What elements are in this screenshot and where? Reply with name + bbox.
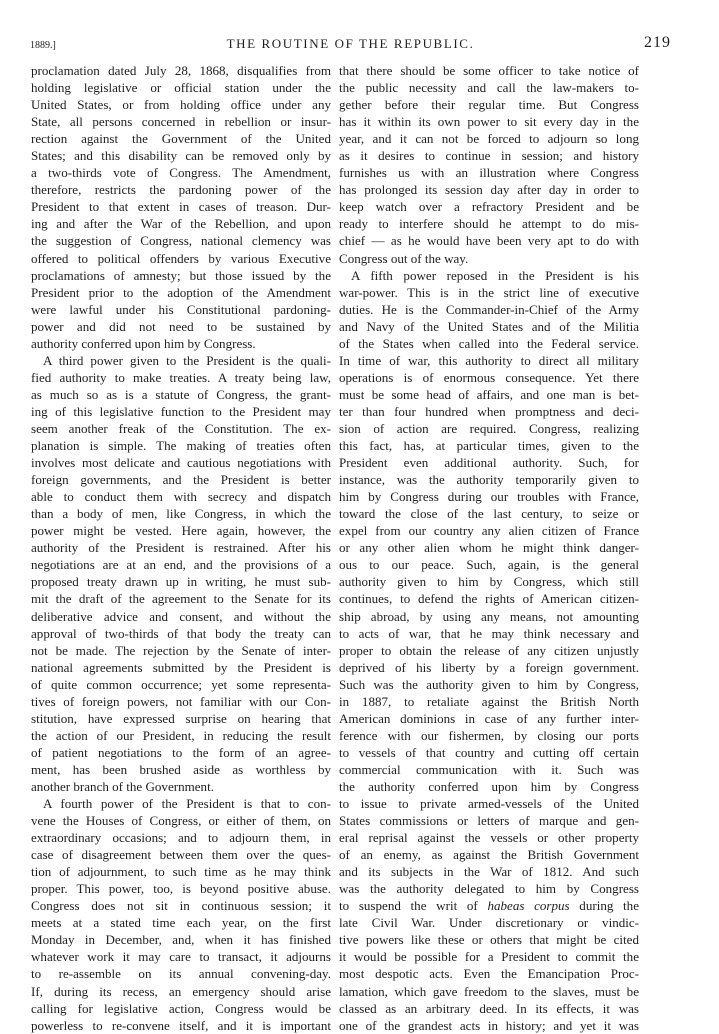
left-column-text-line (31, 232, 331, 249)
left-column-text-line (31, 284, 331, 301)
line-text: proper to obtain the release of any citizen unjustly (339, 642, 639, 658)
right-column-text-line (339, 96, 639, 113)
line-text: of an enemy, as against the British Government (339, 847, 639, 863)
left-column-text-line (31, 590, 331, 607)
line-text: and Navy of the United States and of the Militia (339, 318, 639, 334)
line-text: lamation, which gave freedom to the slaves, must be (339, 983, 639, 999)
right-column (339, 62, 639, 1034)
header-year: 1889.] (30, 40, 56, 51)
right-column-text-line (339, 590, 639, 607)
right-column-text-line (339, 1000, 639, 1017)
left-column-text-line (31, 659, 331, 676)
line-text: mit the draft of the agreement to the Senate for its (31, 591, 331, 607)
line-text: authority of the President is restrained. After his (31, 540, 331, 556)
line-text: him by Congress during our troubles with France, (339, 489, 639, 505)
line-text: Such was the authority given to him by Congress, (339, 676, 639, 692)
left-column-text-line (31, 113, 331, 130)
left-column-text-line (31, 880, 331, 897)
left-column-text-line (31, 727, 331, 744)
left-column-text-line (31, 198, 331, 215)
left-column-text-line (31, 267, 331, 284)
running-header (30, 34, 671, 54)
left-column-text-line (31, 1000, 331, 1017)
right-column-text-line (339, 539, 639, 556)
right-column-text-line (339, 522, 639, 539)
left-column-text-line (31, 693, 331, 710)
line-text: Congress out of the way. (339, 250, 469, 266)
line-text: to re-assemble on its annual convening-day. (31, 966, 331, 982)
left-column-text-line (31, 812, 331, 829)
line-text: proper. This power, too, is beyond positive abuse. (31, 881, 331, 897)
line-text: toward the close of the last century, to seize or (339, 506, 639, 522)
left-column-text-line (31, 983, 331, 1000)
line-text: calling for legislative action, Congress would be (31, 1000, 331, 1016)
line-text: authority given to him by Congress, which still (339, 574, 639, 590)
line-text: whatever work it may care to transact, it adjourns (31, 949, 331, 965)
right-column-text-line (339, 369, 639, 386)
line-text: President to that extent in cases of treason. Dur- (31, 199, 331, 215)
line-text: rection against the Government of the United (31, 131, 331, 147)
line-text: another branch of the Government. (31, 778, 214, 794)
right-column-text-line (339, 113, 639, 130)
line-text: of patient negotiations to the form of an agree- (31, 744, 331, 760)
line-text: the suggestion of Congress, national clemency was (31, 233, 331, 249)
line-text: American dominions in case of any further inter- (339, 710, 639, 726)
line-text: one of the grandest acts in history; and yet it was (339, 1017, 639, 1033)
right-column-text-line (339, 761, 639, 778)
line-text: power might be vested. Here again, however, the (31, 523, 331, 539)
line-text: seem another freak of the Constitution. The ex- (31, 420, 331, 436)
right-column-text-line (339, 79, 639, 96)
line-text: planation is simple. The making of treaties often (31, 438, 331, 454)
left-column-text-line (31, 744, 331, 761)
line-text: If, during its recess, an emergency should arise (31, 983, 331, 999)
line-text: A fourth power of the President is that to con- (43, 796, 331, 812)
left-column-text-line (31, 420, 331, 437)
left-column-text-line (31, 846, 331, 863)
line-text: has it within its own power to sit every day in the (339, 114, 639, 130)
line-text: foreign governments, and the President is better (31, 472, 331, 488)
line-text: ship abroad, by using any means, not amounting (339, 608, 639, 624)
left-column-text-line (31, 829, 331, 846)
line-text: most despotic acts. Even the Emancipation Proc- (339, 966, 639, 982)
line-text: as it desires to continue in session; and history (339, 148, 639, 164)
right-column-text-line (339, 931, 639, 948)
left-column-text-line (31, 642, 331, 659)
line-text: ter than four hundred when promptness and deci- (339, 403, 639, 419)
line-text: President prior to the adoption of the Amendment (31, 284, 331, 300)
line-text: holding legislative or official station under the (31, 80, 331, 96)
right-column-text-line (339, 471, 639, 488)
right-column-text-line (339, 198, 639, 215)
right-column-text-line (339, 181, 639, 198)
left-column-text-line (31, 573, 331, 590)
right-column-text-line (339, 625, 639, 642)
line-text: commercial communication with it. Such was (339, 761, 639, 777)
right-column-text-line (339, 232, 639, 249)
line-text: able to conduct them with secrecy and dispatch (31, 489, 331, 505)
right-column-text-line (339, 983, 639, 1000)
line-text: the action of our President, in reducing the result (31, 727, 331, 743)
right-column-text-line (339, 676, 639, 693)
line-text: proposed treaty drawn up in writing, he must sub- (31, 574, 331, 590)
right-column-text-line (339, 352, 639, 369)
line-text: ing of this legislative function to the President may (31, 403, 331, 419)
line-text: meets at a stated time each year, on the first (31, 915, 331, 931)
left-column-text-line (31, 608, 331, 625)
line-text: to issue to private armed-vessels of the United (339, 796, 639, 812)
right-column-text-line (339, 62, 639, 79)
right-column-text-line (339, 505, 639, 522)
right-column-text-line (339, 284, 639, 301)
right-column-text-line (339, 556, 639, 573)
line-text: vene the Houses of Congress, or either of them, on (31, 813, 331, 829)
line-text: case of disagreement between them over the ques- (31, 847, 331, 863)
line-text: tion of adjournment, to such time as he may think (31, 864, 331, 880)
line-text: negotiations are at an end, and the provisions of a (31, 557, 331, 573)
right-column-text-line (339, 250, 639, 267)
line-text: must be some head of affairs, and one man is bet- (339, 386, 639, 402)
left-column-text-line (31, 863, 331, 880)
left-column-text-line (31, 556, 331, 573)
line-text: to suspend the writ of (339, 898, 488, 914)
line-text: eral reprisal against the vessels or other property (339, 830, 639, 846)
right-column-text-line (339, 386, 639, 403)
right-column-text-line (339, 710, 639, 727)
left-column-text-line (31, 914, 331, 931)
left-column-text-line (31, 403, 331, 420)
line-text: A third power given to the President is the quali- (43, 352, 331, 368)
line-text: gether before their regular time. But Congress (339, 97, 639, 113)
line-text: proclamations of amnesty; but those issued by the (31, 267, 331, 283)
line-text: to vessels of that country and cutting off certain (339, 744, 639, 760)
left-column-text-line (31, 471, 331, 488)
line-text: to acts of war, that he may think necessary and (339, 625, 639, 641)
line-text: deprived of his liberty by a foreign government. (339, 659, 639, 675)
left-column-text-line (31, 948, 331, 965)
left-column-text-line (31, 488, 331, 505)
line-text: fied authority to make treaties. A treaty being law, (31, 369, 331, 385)
line-text: this fact, has, at particular times, given to the (339, 438, 639, 454)
right-column-text-line (339, 454, 639, 471)
line-text: a two-thirds vote of Congress. The Amendment, (31, 165, 331, 181)
line-text: it would be possible for a President to commit the (339, 949, 639, 965)
line-text: involves most delicate and cautious negotiations with (31, 455, 331, 471)
left-column-text-line (31, 250, 331, 267)
right-column-text-line (339, 420, 639, 437)
line-text: not be made. The rejection by the Senate of inter- (31, 642, 331, 658)
right-column-text-line (339, 130, 639, 147)
right-column-text-line (339, 914, 639, 931)
line-text: than a body of men, like Congress, in which the (31, 506, 331, 522)
line-text: therefore, restricts the pardoning power of the (31, 182, 331, 198)
right-column-text-line (339, 659, 639, 676)
right-column-text-line (339, 335, 639, 352)
right-column-text-line (339, 403, 639, 420)
right-column-text-line (339, 897, 639, 914)
right-column-text-line (339, 778, 639, 795)
line-text: of quite common occurrence; yet some representa- (31, 676, 331, 692)
right-column-text-line (339, 608, 639, 625)
line-text: approval of two-thirds of that body the treaty can (31, 625, 331, 641)
line-text: power and did not need to be sustained by (31, 318, 331, 334)
line-text: continues, to defend the rights of American citizen- (339, 591, 639, 607)
right-column-text-line (339, 147, 639, 164)
right-column-text-line (339, 215, 639, 232)
left-column-text-line (31, 710, 331, 727)
right-column-text-line (339, 488, 639, 505)
line-text: duties. He is the Commander-in-Chief of the Army (339, 301, 639, 317)
left-column-text-line (31, 931, 331, 948)
line-text: has prolonged its session day after day in order to (339, 182, 639, 198)
left-column-text-line (31, 96, 331, 113)
left-column-text-line (31, 795, 331, 812)
left-column-text-line (31, 62, 331, 79)
line-text: proclamation dated July 28, 1868, disqualifies from (31, 63, 331, 78)
header-title: THE ROUTINE OF THE REPUBLIC. (226, 36, 475, 51)
left-column-text-line (31, 215, 331, 232)
left-column-text-line (31, 1017, 331, 1034)
right-column-text-line (339, 437, 639, 454)
line-text: as much so as is a statute of Congress, the grant- (31, 386, 331, 402)
line-text: was the authority delegated to him by Congress (339, 881, 639, 897)
right-column-text-line (339, 948, 639, 965)
left-column-text-line (31, 130, 331, 147)
line-text: instance, was the authority temporarily given to (339, 472, 639, 488)
left-column-text-line (31, 965, 331, 982)
line-text: and its subjects in the War of 1812. And such (339, 864, 639, 880)
line-text: chief — as he would have been very apt to do with (339, 233, 639, 249)
left-column-text-line (31, 301, 331, 318)
page-number: 219 (644, 34, 671, 51)
right-column-text-line (339, 642, 639, 659)
left-column-text-line (31, 522, 331, 539)
line-text: United States, or from holding office under any (31, 97, 331, 113)
line-text: Congress does not sit in continuous session; it (31, 898, 331, 914)
line-text-after: during the (569, 898, 639, 914)
right-column-text-line (339, 829, 639, 846)
line-text: sion of action are required. Congress, realizing (339, 420, 639, 436)
line-text: ous to our peace. Such, again, is the general (339, 557, 639, 573)
left-column (31, 62, 331, 1034)
right-column-text-line (339, 795, 639, 812)
line-text: ready to interfere should he attempt to do mis- (339, 216, 639, 232)
left-column-text-line (31, 761, 331, 778)
line-text: ing and after the War of the Rebellion, and upon (31, 216, 331, 232)
right-column-text-line (339, 318, 639, 335)
line-text: tives of foreign powers, not familiar with our Con- (31, 693, 331, 709)
line-text: tive powers like these or others that might be cited (339, 932, 639, 948)
left-column-text-line (31, 897, 331, 914)
line-text: powerless to re-convene itself, and it is important (31, 1017, 331, 1033)
line-text: the authority conferred upon him by Congress (339, 778, 639, 794)
left-column-text-line (31, 386, 331, 403)
italic-phrase: habeas corpus (487, 898, 570, 914)
line-text: late Civil War. Under discretionary or vindic- (339, 915, 639, 931)
line-text: national agreements submitted by the President is (31, 659, 331, 675)
line-text: war-power. This is in the strict line of executive (339, 284, 639, 300)
left-column-text-line (31, 625, 331, 642)
right-column-text-line (339, 812, 639, 829)
left-column-text-line (31, 454, 331, 471)
left-column-text-line (31, 369, 331, 386)
line-text: ment, has been brushed aside as worthless by (31, 761, 331, 777)
line-text: stitution, have expressed surprise on hearing that (31, 710, 331, 726)
line-text: in 1887, to retaliate against the British North (339, 693, 639, 709)
line-text: expel from our country any alien citizen of France (339, 523, 639, 539)
line-text: deliberative advice and consent, and without the (31, 608, 331, 624)
left-column-text-line (31, 437, 331, 454)
line-text: that there should be some officer to take notice of (339, 63, 639, 78)
right-column-text-line (339, 846, 639, 863)
line-text: extraordinary occasions; and to adjourn them, in (31, 830, 331, 846)
left-column-text-line (31, 505, 331, 522)
left-column-text-line (31, 676, 331, 693)
right-column-text-line (339, 1017, 639, 1034)
line-text: States; and this disability can be removed only by (31, 148, 331, 164)
right-column-text-line (339, 880, 639, 897)
line-text: furnishes us with an illustration where Congress (339, 165, 639, 181)
left-column-text-line (31, 79, 331, 96)
right-column-text-line (339, 744, 639, 761)
left-column-text-line (31, 164, 331, 181)
right-column-text-line (339, 863, 639, 880)
right-column-text-line (339, 693, 639, 710)
line-text: authority conferred upon him by Congress. (31, 335, 256, 351)
line-text: or any other alien whom he might think danger- (339, 540, 639, 556)
line-text: In time of war, this authority to direct all military (339, 352, 639, 368)
line-text: States commissions or letters of marque and gen- (339, 813, 639, 829)
line-text: ference with our fishermen, by closing our ports (339, 727, 639, 743)
line-text: operations is of enormous consequence. Yet there (339, 369, 639, 385)
left-column-text-line (31, 318, 331, 335)
right-column-text-line (339, 727, 639, 744)
line-text: State, all persons concerned in rebellion or insur- (31, 114, 331, 130)
line-text: President even additional authority. Such, for (339, 455, 639, 471)
line-text: Monday in December, and, when it has finished (31, 932, 331, 948)
line-text: were lawful under his Constitutional pardoning- (31, 301, 331, 317)
line-text: of the States when called into the Federal service. (339, 335, 639, 351)
right-column-text-line (339, 301, 639, 318)
line-text: A fifth power reposed in the President is his (351, 267, 639, 283)
right-column-text-line (339, 965, 639, 982)
left-column-text-line (31, 147, 331, 164)
line-text: keep watch over a refractory President and be (339, 199, 639, 215)
right-column-text-line (339, 573, 639, 590)
right-column-text-line (339, 267, 639, 284)
line-text: year, and it can not be forced to adjourn so long (339, 131, 639, 147)
left-column-text-line (31, 181, 331, 198)
line-text: classed as an arbitrary deed. In its effects, it was (339, 1000, 639, 1016)
right-column-text-line (339, 164, 639, 181)
line-text: offered to political offenders by various Executive (31, 250, 331, 266)
line-text: the public necessity and call the law-makers to- (339, 80, 639, 96)
left-column-text-line (31, 778, 331, 795)
left-column-text-line (31, 539, 331, 556)
left-column-text-line (31, 352, 331, 369)
left-column-text-line (31, 335, 331, 352)
